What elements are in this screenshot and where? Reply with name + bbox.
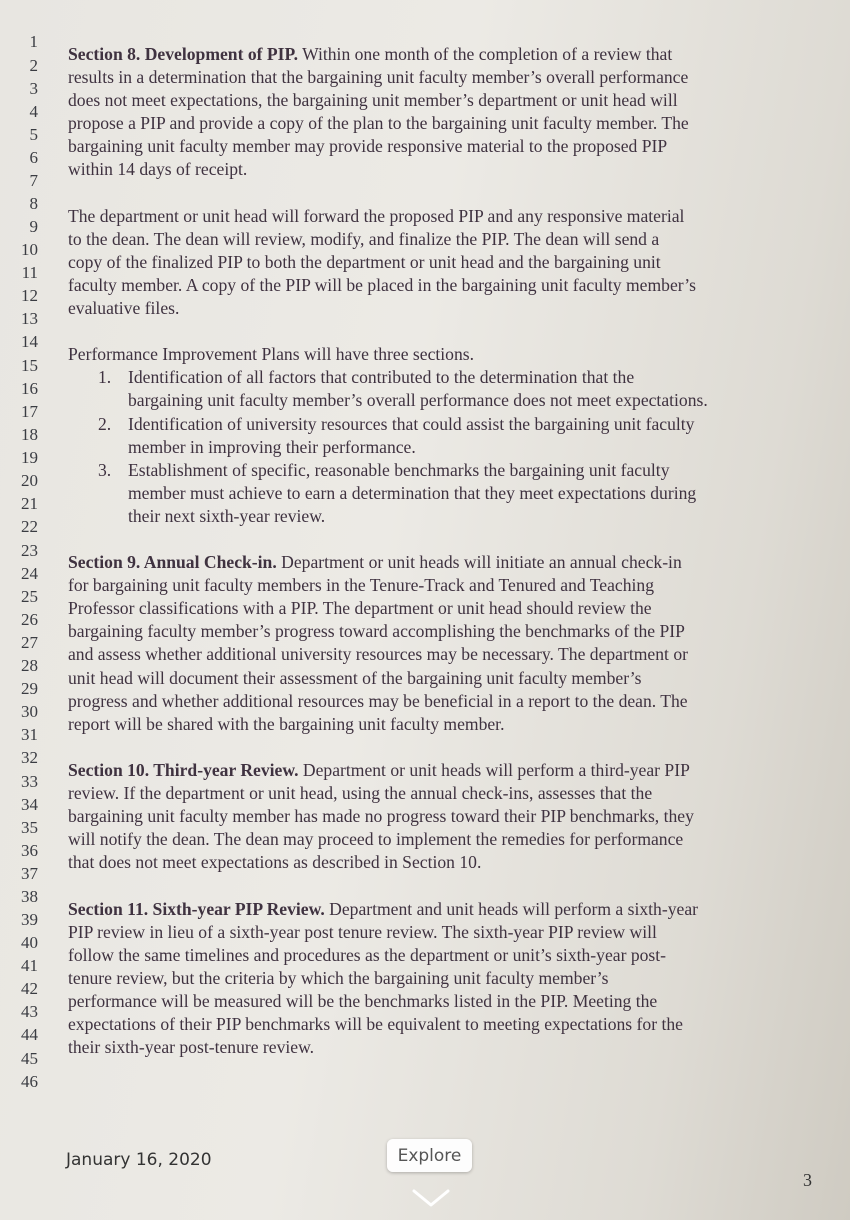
section-9-line: for bargaining unit faculty members in the Tenure-Track and Tenured and Teaching bbox=[68, 575, 655, 595]
list-number: 2. bbox=[98, 414, 112, 434]
line-number: 15 bbox=[21, 356, 38, 375]
line-number: 20 bbox=[21, 471, 38, 490]
line-number: 17 bbox=[21, 402, 38, 421]
section-10-line: Section 10. Third-year Review. Department or unit heads will perform a third-year PIP bbox=[68, 760, 690, 780]
section-11-line: expectations of their PIP benchmarks will be equivalent to meeting expectations for the bbox=[68, 1014, 683, 1034]
line-number: 33 bbox=[21, 772, 38, 791]
section-11-line: follow the same timelines and procedures as the department or unit’s sixth-year post- bbox=[68, 945, 667, 965]
line-number: 1 bbox=[29, 32, 38, 51]
section-10-line: that does not meet expectations as described in Section 10. bbox=[68, 852, 482, 872]
line-number: 37 bbox=[21, 864, 38, 883]
line-number: 8 bbox=[29, 194, 38, 213]
line-number: 22 bbox=[21, 517, 38, 536]
line-number: 3 bbox=[29, 79, 38, 98]
section-9-line: progress and whether additional resources may be beneficial in a report to the dean. The bbox=[68, 691, 688, 711]
line-number: 18 bbox=[21, 425, 38, 444]
list-number: 1. bbox=[98, 367, 112, 387]
section-11-heading: Section 11. Sixth-year PIP Review. bbox=[68, 899, 325, 919]
section-9-line: bargaining faculty member’s progress toward accomplishing the benchmarks of the PIP bbox=[68, 621, 685, 641]
section-10-line: will notify the dean. The dean may proceed to implement the remedies for performance bbox=[68, 829, 684, 849]
paragraph-line: Performance Improvement Plans will have three sections. bbox=[68, 344, 474, 364]
line-number: 27 bbox=[21, 633, 38, 652]
line-number: 30 bbox=[21, 702, 38, 721]
line-number: 5 bbox=[29, 125, 38, 144]
line-number: 13 bbox=[21, 309, 38, 328]
list-item: bargaining unit faculty member’s overall performance does not meet expectations. bbox=[128, 390, 708, 410]
line-number: 9 bbox=[29, 217, 38, 236]
list-item: member must achieve to earn a determination that they meet expectations during bbox=[128, 483, 697, 503]
section-8-line: propose a PIP and provide a copy of the plan to the bargaining unit faculty member. The bbox=[68, 113, 689, 133]
list-item: their next sixth-year review. bbox=[128, 506, 326, 526]
line-number: 28 bbox=[21, 656, 38, 675]
section-9-line: unit head will document their assessment of the bargaining unit faculty member’s bbox=[68, 668, 642, 688]
line-number: 40 bbox=[21, 933, 38, 952]
section-9-line: Professor classifications with a PIP. The department or unit head should review the bbox=[68, 598, 652, 618]
line-number: 16 bbox=[21, 379, 38, 398]
line-number: 2 bbox=[29, 56, 38, 75]
line-number: 35 bbox=[21, 818, 38, 837]
line-number: 41 bbox=[21, 956, 38, 975]
line-number: 19 bbox=[21, 448, 38, 467]
line-number: 26 bbox=[21, 610, 38, 629]
section-8-line: does not meet expectations, the bargaining unit member’s department or unit head will bbox=[68, 90, 678, 110]
line-number: 6 bbox=[29, 148, 38, 167]
line-number: 42 bbox=[21, 979, 38, 998]
line-number: 21 bbox=[21, 494, 38, 513]
paragraph-line: faculty member. A copy of the PIP will be placed in the bargaining unit faculty member’s bbox=[68, 275, 697, 295]
paragraph-line: The department or unit head will forward the proposed PIP and any responsive material bbox=[68, 206, 685, 226]
line-number: 31 bbox=[21, 725, 38, 744]
list-item: member in improving their performance. bbox=[128, 437, 416, 457]
line-number: 7 bbox=[29, 171, 38, 190]
section-8-line: Section 8. Development of PIP. Within one month of the completion of a review that bbox=[68, 44, 673, 64]
paragraph-line: evaluative files. bbox=[68, 298, 180, 318]
section-10-line: bargaining unit faculty member has made no progress toward their PIP benchmarks, they bbox=[68, 806, 694, 826]
section-11-line: PIP review in lieu of a sixth-year post tenure review. The sixth-year PIP review will bbox=[68, 922, 657, 942]
page-number: 3 bbox=[803, 1170, 812, 1190]
section-8-line: bargaining unit faculty member may provide responsive material to the proposed PIP bbox=[68, 136, 668, 156]
line-number: 45 bbox=[21, 1049, 38, 1068]
line-number: 10 bbox=[21, 240, 38, 259]
list-item: Identification of all factors that contributed to the determination that the bbox=[128, 367, 635, 387]
section-8-line: results in a determination that the bargaining unit faculty member’s overall performance bbox=[68, 67, 689, 87]
line-number: 12 bbox=[21, 286, 38, 305]
section-8-line: within 14 days of receipt. bbox=[68, 159, 248, 179]
paragraph-line: to the dean. The dean will review, modify, and finalize the PIP. The dean will send a bbox=[68, 229, 660, 249]
section-11-line: performance will be measured will be the benchmarks listed in the PIP. Meeting the bbox=[68, 991, 658, 1011]
section-9-line: report will be shared with the bargaining unit faculty member. bbox=[68, 714, 505, 734]
list-item: Identification of university resources that could assist the bargaining unit faculty bbox=[128, 414, 695, 434]
line-number: 34 bbox=[21, 795, 38, 814]
section-8-heading: Section 8. Development of PIP. bbox=[68, 44, 298, 64]
line-number: 11 bbox=[21, 263, 38, 282]
line-number: 39 bbox=[21, 910, 38, 929]
section-9-line: and assess whether additional university resources may be necessary. The department or bbox=[68, 644, 688, 664]
section-11-line: Section 11. Sixth-year PIP Review. Department and unit heads will perform a sixth-year bbox=[68, 899, 698, 919]
section-10-line: review. If the department or unit head, using the annual check-ins, assesses that the bbox=[68, 783, 653, 803]
explore-button[interactable]: Explore bbox=[387, 1139, 472, 1172]
line-number: 32 bbox=[21, 748, 38, 767]
line-number: 44 bbox=[21, 1025, 38, 1044]
section-11-line: tenure review, but the criteria by which the bargaining unit faculty member’s bbox=[68, 968, 609, 988]
chevron-down-icon[interactable] bbox=[410, 1185, 452, 1211]
list-number: 3. bbox=[98, 460, 112, 480]
list-item: Establishment of specific, reasonable benchmarks the bargaining unit faculty bbox=[128, 460, 670, 480]
line-number: 43 bbox=[21, 1002, 38, 1021]
line-number: 24 bbox=[21, 564, 38, 583]
line-number: 25 bbox=[21, 587, 38, 606]
paragraph-line: copy of the finalized PIP to both the department or unit head and the bargaining unit bbox=[68, 252, 661, 272]
line-number: 4 bbox=[29, 102, 38, 121]
section-10-heading: Section 10. Third-year Review. bbox=[68, 760, 299, 780]
line-number: 46 bbox=[21, 1072, 38, 1091]
line-number: 14 bbox=[21, 332, 38, 351]
section-9-heading: Section 9. Annual Check-in. bbox=[68, 552, 277, 572]
section-11-line: their sixth-year post-tenure review. bbox=[68, 1037, 315, 1057]
line-number: 29 bbox=[21, 679, 38, 698]
line-number: 38 bbox=[21, 887, 38, 906]
line-number: 36 bbox=[21, 841, 38, 860]
section-9-line: Section 9. Annual Check-in. Department or unit heads will initiate an annual check-in bbox=[68, 552, 682, 572]
line-number: 23 bbox=[21, 541, 38, 560]
footer-date: January 16, 2020 bbox=[66, 1150, 212, 1170]
